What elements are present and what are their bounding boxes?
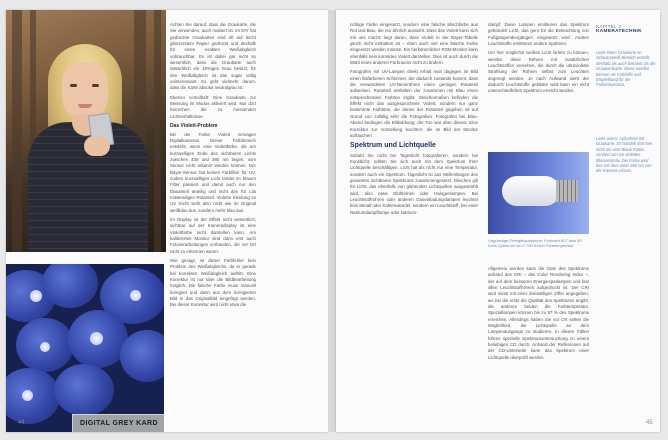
chapter-number: KAPITEL 2 [596, 24, 622, 29]
section-heading: Das Violett-Problem [170, 123, 218, 130]
sidenote-bottom: Links unten: Aufnahme mit Graukarte. Es handelt sich hier nicht um eine Blaue Farbe, sondern um ein violettes Blumenmotiv. Die Farbe wird hier mit dem unter 380 nm von der Kamera erfasst. [596, 136, 653, 174]
paragraph: Ebenso vorteilhaft: Eine Graukarte zur Messung im Modus aktiviert wird. Nur dort herrschen die zu messenden Lichtverhältnisse. [170, 94, 256, 119]
chapter-header [596, 24, 642, 34]
grey-card-label: DIGITAL GREY KARD [72, 414, 164, 432]
paragraph: richtige Farbe eingesetzt, sondern eine falsche Mischfarbe aus Rot und Blau, die nur ähnlich aussieht. Dass das Violett kann sich mit uns macht: liegt daran, dass Violett in der Bayer-Tabelle gleich nicht enthalten ist – eben auch viel eine falsche Farbe eingesetzt werden müsste. Ein herkömmlicher RGB-Monitor kann ebenfalls kein korrektes Violett darstellen. Dies ist auch durch die Wahl eines anderen Farbraums nicht zu ändern. [350, 22, 478, 66]
section-heading: Spektrum und Lichtquelle [350, 142, 436, 150]
woman-holding-grey-card-photo [6, 10, 166, 252]
page-gutter [328, 10, 336, 432]
page-number-left: 44 [18, 420, 25, 426]
right-text-column-top [488, 22, 589, 150]
paragraph: Um hier möglichst weißes Licht liefern zu können, werden diese Röhren mit zusätzlichen Leuchtstoffen versehen, die durch die ultraviolette Strahlung der Röhren selbst zum Leuchten angeregt werden. Je nach Aufwand sieht der dadurch Leuchtstoffe gebilden wird kann ein nicht unterschiedliches Spektrum erreicht werden. [488, 50, 589, 94]
paragraph: Bei der Farbe Violett versagen Digitalkameras. Dieser Farbbereich entsteht, wenn eine Violettfarbe, die am kurzwelligen Ende des sichtbaren Lichts zwischen 430 und 390 nm liegen, vom Sensor nicht erkannt werden können. Der Bayer-Sensor hat keinen Farbfilter für UV; zudem kurzwelliges Licht landet im blauen Filter passiert und damit auch nur den blauanteil anteilig und nicht den für Lila notwendigen Rotanteil. Violette Kleidung im UV leicht sieht also nicht wie im Original weißblau aus, sondern mehr blau aus. [170, 131, 256, 213]
right-text-column-bottom [488, 266, 589, 426]
paragraph: dampf. Diese Lampen emittieren das Spektrum gebündelt Licht, das gern für die Beleuchtung von Fußgängerübergängen eingesetzt wird. Andere Leuchtstoffe emittieren andere Spektren. [488, 22, 589, 47]
paragraph: Sobald Sie nicht bei Tageslicht fotografieren, sondern bei Kunstlicht, sollten Sie sich auch mit dem Spektrum Ihrer Lichtquelle beschäftigen. Licht hat als nicht nur eine Temperatur, sondern auch ein Spektrum. Tageslicht ist aus Wellenlängen des gesamten sichtbaren Spektrums zusammengesetzt. Gleiches gilt für Licht, das ebenfalls von glühenden Lichtquellen ausgestrahlt wird, also etwa Glühbirnen oder Halogenlampen. Bei Leuchtstoffröhren oder anderen Gasentladungslampen leuchtet kein Metall oder Kohlenwendel, sondern ein Leuchtstoff, bei einer Natriumdampflampe oder Natrium- [350, 152, 478, 215]
violet-flowers-photo [6, 264, 164, 432]
energy-saving-lamp-photo [488, 152, 589, 234]
photo-caption: Ungünstige Energiesparlampe: Farbwert 827 also 80 hohe Spektrum bei 2.700 Kelvin Farbtemperatur. [488, 238, 582, 249]
chapter-title: KAMERATECHNIK [596, 29, 642, 34]
paragraph: Fotografen mit UV-Lampen direkt erhalt man dagegen im Bild einen lilafarbenen Schimmer, der dadurch zustande kommt, dass die verwendeten UV-Neonröhren einen geringen Rotanteil aufweisen. Rotanteil enthalten der zusammen mit Blau einen entsprechenden Farbton ergibt. Gleichermaßen befinden die Effekt nicht das ausgesprochene Violett, sondern nur ganz bestimmte Farbtöne, die denen der Rotanteil gegeben ist auf Grund von zufällig sehr die Fotografien. Fotografen bei Blau-Abend bedingen die Bildwirkung; der Ton war über dieses. Eine Korrektur zur Vorstellung leuchten, die im Bild am Monitor auftauchen. [350, 69, 478, 138]
page-number-right: 45 [646, 420, 653, 426]
paragraph: Wie gesagt, ist dieser Farbfehler kein Problem des Weißabgleichs, da er gerade bei korrekten Weißabgleich auftritt. Eine Korrektur ist nur über die Bildbearbeitung möglich. Die falsche Farbe muss manuell korrigiert und dann aus dem korrigierten Bild in das Originalbild eingefügt werden. Bei dieser Korrektur wird nicht etwa die [170, 258, 256, 308]
paragraph: Im Display ist der Effekt nicht wesentlich; sichtbar auf der Kameradisplay ist eine Violettfarbe nicht darstellen kann. Am kalibrierten Monitor sind dann erst auch Fotoverarbeitungen vorhanden, die vor Ort nicht zu erkennen waren. [170, 216, 256, 254]
paragraph: Allgemein werden kann die Güte des Spektrums anhand des CRI – des Color Rendering Index –, der auf dem besseren Energiesparlampen und fast allen Leuchtstoffröhren aufgedruckt ist. Der CRI wird meist mit einer dreistelligen Ziffer angegeben, wo bei die erste die Qualität des Spektrums angibt, die anderen beiden die Farbtemperatur. Speziallampen können bis zu 97 % des Spektrums erreichen. Allerdings haben Sie vor Ort selten die Möglichkeit, die Lichtquelle an dem Lampenausgangs zu studieren. In diesen Fällen führen spezielle Spektrumuntersuchung zu einem beliebigen CD durch. Anhand der Reflexionen auf der CD-Unterseite kann das Spektrum einer Lichtquelle überprüft werden. [488, 266, 589, 360]
paragraph: Achten Sie darauf, dass die Graukarte, die Sie verwenden, auch mattiert ist. Im DIY hat gedruckte Graukarten sind oft auf leicht glänzendem Papier gedruckt und deshalb für einen exakten Weißabgleich unbrauchbar. Es ist dabei gar nicht so wesentlich, dass die Graukarte auch tatsächlich ein 18%iges Grau besitzt; für den Weißabgleich ist das sogar völlig uninteressant. Es geht vielmehr darum, dass die Karte absolut neutralgrau ist. [170, 22, 256, 91]
middle-text-column [350, 22, 478, 432]
left-text-column [170, 22, 256, 432]
sidenote-top: Links einen Graukarte im Schwarzweiß-Bereich erstellt, deshalb als auch bekannt als die Grauwertkarte. Diese werden können als Farbhilfe und Empfehlung für die Farbtemperatur. [596, 50, 656, 88]
